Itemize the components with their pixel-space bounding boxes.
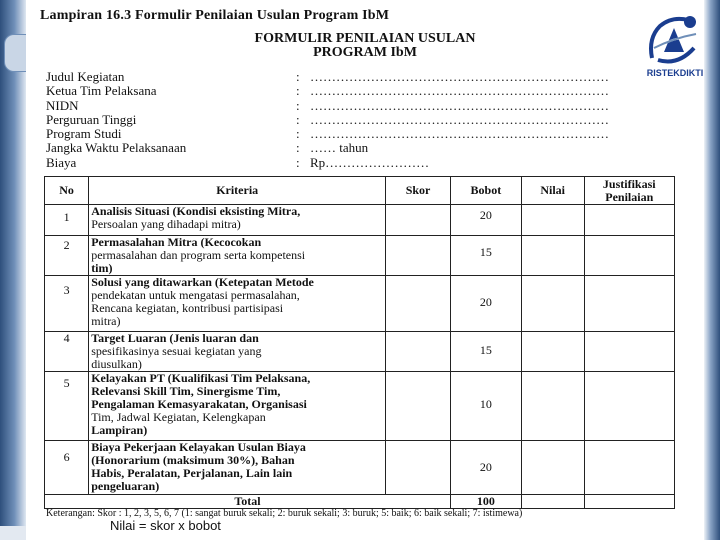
kriteria-line: spesifikasinya sesuai kegiatan yang: [91, 344, 262, 358]
kriteria-line: (Honorarium (maksimum 30%), Bahan: [91, 453, 295, 467]
info-value: ……………………………………………………………: [310, 97, 609, 113]
info-colon: :: [296, 83, 300, 99]
ristekdikti-logo-icon: [644, 8, 706, 68]
document-page: [26, 0, 704, 540]
cell-skor[interactable]: [386, 332, 451, 372]
info-colon: :: [296, 97, 300, 113]
info-colon: :: [296, 111, 300, 127]
logo-text: RISTEKDIKTI: [646, 68, 704, 78]
cell-kriteria: [89, 236, 386, 276]
info-value: ……………………………………………………………: [310, 126, 609, 142]
cell-justifikasi[interactable]: [584, 205, 674, 236]
kriteria-line: Rencana kegiatan, kontribusi partisipasi: [91, 301, 284, 315]
header-nilai: Nilai: [521, 177, 584, 205]
header-bobot: Bobot: [450, 177, 521, 205]
info-label: Ketua Tim Pelaksana: [46, 83, 157, 99]
info-label: Perguruan Tinggi: [46, 111, 137, 127]
kriteria-line: diusulkan): [91, 357, 142, 371]
cell-justifikasi[interactable]: [584, 332, 674, 372]
bobot-value: 15: [479, 343, 492, 357]
cell-nilai[interactable]: [521, 441, 584, 495]
info-row-judul: [46, 70, 609, 84]
info-value: ……………………………………………………………: [310, 83, 609, 99]
table-row: [45, 441, 675, 495]
cell-justifikasi[interactable]: [584, 441, 674, 495]
ristekdikti-logo: [644, 8, 706, 82]
cell-no: [45, 332, 89, 372]
info-row-jangka: [46, 141, 609, 155]
bobot-value: 20: [479, 295, 492, 309]
kriteria-line: Biaya Pekerjaan Kelayakan Usulan Biaya: [91, 440, 306, 454]
cell-justifikasi[interactable]: [584, 236, 674, 276]
row-number: 5: [63, 376, 70, 390]
cell-justifikasi[interactable]: [584, 276, 674, 332]
info-label: Jangka Waktu Pelaksanaan: [46, 140, 187, 156]
total-justifikasi: [584, 495, 674, 509]
cell-kriteria: [89, 332, 386, 372]
row-number: 1: [63, 210, 70, 224]
kriteria-line: tim): [91, 261, 113, 275]
header-kriteria: Kriteria: [89, 177, 386, 205]
info-label: Program Studi: [46, 126, 122, 142]
form-title-line2: PROGRAM IbM: [313, 45, 417, 60]
kriteria-line: pengeluaran): [91, 479, 160, 493]
kriteria-line: Permasalahan Mitra (Kecocokan: [91, 235, 262, 249]
info-value: ……………………………………………………………: [310, 111, 609, 127]
bobot-value: 15: [479, 245, 492, 259]
kriteria-line: Solusi yang ditawarkan (Ketepatan Metode: [91, 275, 314, 289]
total-row: [45, 495, 675, 509]
total-bobot: 100: [450, 495, 521, 509]
info-label: Judul Kegiatan: [46, 69, 125, 84]
kriteria-line: Persoalan yang dihadapi mitra): [91, 217, 241, 231]
cell-bobot: [450, 332, 521, 372]
info-row-prodi: [46, 127, 609, 141]
total-label: Total: [45, 495, 451, 509]
cell-bobot: [450, 236, 521, 276]
cell-skor[interactable]: [386, 236, 451, 276]
kriteria-line: pendekatan untuk mengatasi permasalahan,: [91, 288, 300, 302]
cell-no: [45, 205, 89, 236]
cell-nilai[interactable]: [521, 276, 584, 332]
cell-bobot: [450, 441, 521, 495]
bobot-value: 10: [479, 397, 492, 411]
cell-no: [45, 441, 89, 495]
kriteria-line: mitra): [91, 314, 121, 328]
info-value: Rp……………………: [310, 154, 430, 170]
total-nilai[interactable]: [521, 495, 584, 509]
lampiran-heading: Lampiran 16.3 Formulir Penilaian Usulan Program IbM: [40, 8, 390, 23]
kriteria-line: Analisis Situasi (Kondisi eksisting Mitra,: [91, 204, 301, 218]
cell-kriteria: [89, 372, 386, 441]
cell-bobot: [450, 205, 521, 236]
info-value: …… tahun: [310, 140, 369, 156]
cell-no: [45, 372, 89, 441]
table-header-row: [45, 177, 675, 205]
nilai-formula: Nilai = skor x bobot: [110, 518, 221, 533]
info-row-nidn: [46, 99, 609, 113]
cell-kriteria: [89, 205, 386, 236]
info-row-ketua: [46, 84, 609, 98]
cell-no: [45, 276, 89, 332]
cell-bobot: [450, 276, 521, 332]
header-skor: Skor: [386, 177, 451, 205]
cell-kriteria: [89, 276, 386, 332]
evaluation-table: [44, 176, 675, 509]
kriteria-line: Target Luaran (Jenis luaran dan: [91, 331, 259, 345]
cell-nilai[interactable]: [521, 205, 584, 236]
bobot-value: 20: [479, 208, 492, 222]
cell-nilai[interactable]: [521, 372, 584, 441]
slide-frame-tab: [4, 34, 28, 72]
row-number: 2: [63, 238, 70, 252]
slide-frame-right: [704, 0, 720, 540]
info-row-pt: [46, 113, 609, 127]
cell-justifikasi[interactable]: [584, 372, 674, 441]
info-label: Biaya: [46, 154, 77, 170]
cell-kriteria: [89, 441, 386, 495]
info-label: NIDN: [46, 97, 79, 113]
bobot-value: 20: [479, 460, 492, 474]
table-row: [45, 205, 675, 236]
cell-skor[interactable]: [386, 372, 451, 441]
cell-bobot: [450, 372, 521, 441]
cell-nilai[interactable]: [521, 236, 584, 276]
info-row-biaya: [46, 156, 609, 170]
row-number: 6: [63, 450, 70, 464]
kriteria-line: Tim, Jadwal Kegiatan, Kelengkapan: [91, 410, 266, 424]
row-number: 3: [63, 283, 70, 297]
header-justifikasi: Justifikasi Penilaian: [584, 177, 674, 205]
row-number: 4: [63, 331, 70, 345]
info-colon: :: [296, 154, 300, 170]
info-colon: :: [296, 140, 300, 156]
cell-no: [45, 236, 89, 276]
keterangan-note: Keterangan: Skor : 1, 2, 3, 5, 6, 7 (1: sangat buruk sekali; 2: buruk sekali; 3: buruk; 5: baik; 6: baik sekali; 7: istimewa): [46, 508, 523, 519]
kriteria-line: Kelayakan PT (Kualifikasi Tim Pelaksana,: [91, 371, 311, 385]
table-row: [45, 276, 675, 332]
info-value: ……………………………………………………………: [310, 69, 609, 84]
kriteria-line: Relevansi Skill Tim, Sinergisme Tim,: [91, 384, 281, 398]
cell-nilai[interactable]: [521, 332, 584, 372]
info-colon: :: [296, 126, 300, 142]
table-row: [45, 332, 675, 372]
info-block: [46, 70, 609, 170]
slide-frame-left: [0, 0, 26, 540]
cell-skor[interactable]: [386, 276, 451, 332]
cell-skor[interactable]: [386, 441, 451, 495]
cell-skor[interactable]: [386, 205, 451, 236]
form-title-line1: FORMULIR PENILAIAN USULAN: [254, 31, 476, 46]
kriteria-line: permasalahan dan program serta kompetensi: [91, 248, 306, 262]
table-row: [45, 372, 675, 441]
kriteria-line: Habis, Peralatan, Perjalanan, Lain lain: [91, 466, 293, 480]
kriteria-line: Lampiran): [91, 423, 148, 437]
header-no: No: [45, 177, 89, 205]
table-row: [45, 236, 675, 276]
info-colon: :: [296, 69, 300, 84]
kriteria-line: Pengalaman Kemasyarakatan, Organisasi: [91, 397, 307, 411]
